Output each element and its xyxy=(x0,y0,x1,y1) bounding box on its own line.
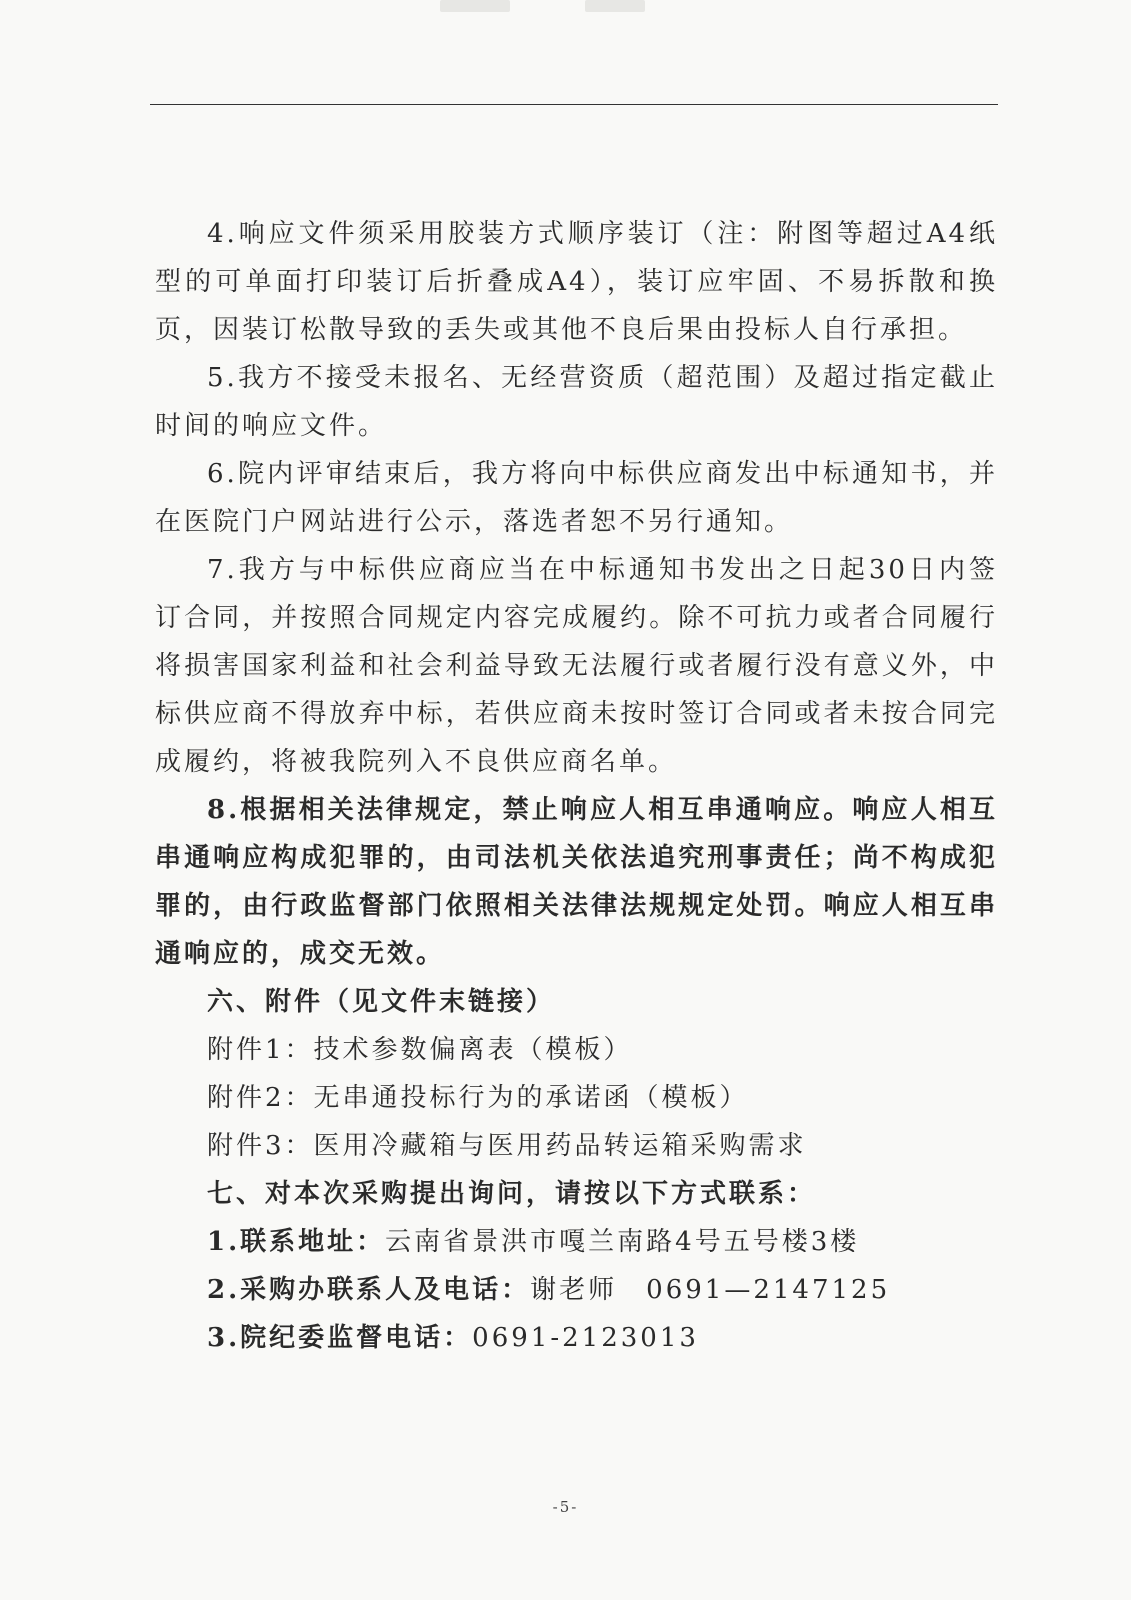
document-body xyxy=(155,210,998,1362)
attachment-item: 附件1：技术参数偏离表（模板） xyxy=(207,1035,633,1065)
contact-address-value: 云南省景洪市嘎兰南路4号五号楼3楼 xyxy=(385,1227,860,1257)
contact-address xyxy=(155,1218,998,1266)
contact-supervision-phone xyxy=(155,1314,998,1362)
contact-address-label: 1.联系地址： xyxy=(207,1227,386,1257)
attachment-item: 附件3：医用冷藏箱与医用药品转运箱采购需求 xyxy=(207,1131,807,1161)
paragraph-collusion-prohibition: 8.根据相关法律规定，禁止响应人相互串通响应。响应人相互串通响应构成犯罪的，由司法机关依法追究刑事责任；尚不构成犯罪的，由行政监督部门依照相关法律法规规定处罚。响应人相互串通响应的，成交无效。 xyxy=(155,795,998,969)
contact-purchasing-label: 2.采购办联系人及电话： xyxy=(207,1275,531,1305)
paragraph-rejection-conditions: 5.我方不接受未报名、无经营资质（超范围）及超过指定截止时间的响应文件。 xyxy=(155,363,998,441)
page-number: -5- xyxy=(552,1498,579,1516)
contact-supervision-label: 3.院纪委监督电话： xyxy=(207,1323,473,1353)
header-rule xyxy=(150,104,998,105)
contact-purchasing-value: 谢老师 0691—2147125 xyxy=(530,1275,891,1305)
scan-smudge xyxy=(440,0,510,12)
attachment-item: 附件2：无串通投标行为的承诺函（模板） xyxy=(207,1083,749,1113)
paragraph-binding-requirements: 4.响应文件须采用胶装方式顺序装订（注：附图等超过A4纸型的可单面打印装订后折叠成A4），装订应牢固、不易拆散和换页，因装订松散导致的丢失或其他不良后果由投标人自行承担。 xyxy=(155,219,998,345)
scan-smudge xyxy=(585,0,645,12)
paragraph-award-notice: 6.院内评审结束后，我方将向中标供应商发出中标通知书，并在医院门户网站进行公示，落选者恕不另行通知。 xyxy=(155,459,998,537)
contact-heading: 七、对本次采购提出询问，请按以下方式联系： xyxy=(207,1179,817,1209)
paragraph-contract-signing: 7.我方与中标供应商应当在中标通知书发出之日起30日内签订合同，并按照合同规定内容完成履约。除不可抗力或者合同履行将损害国家利益和社会利益导致无法履行或者履行没有意义外，中标供应商不得放弃中标，若供应商未按时签订合同或者未按合同完成履约，将被我院列入不良供应商名单。 xyxy=(155,555,998,777)
contact-purchasing-office xyxy=(155,1266,998,1314)
attachments-heading: 六、附件（见文件末链接） xyxy=(207,987,556,1017)
contact-supervision-value: 0691-2123013 xyxy=(472,1323,699,1353)
